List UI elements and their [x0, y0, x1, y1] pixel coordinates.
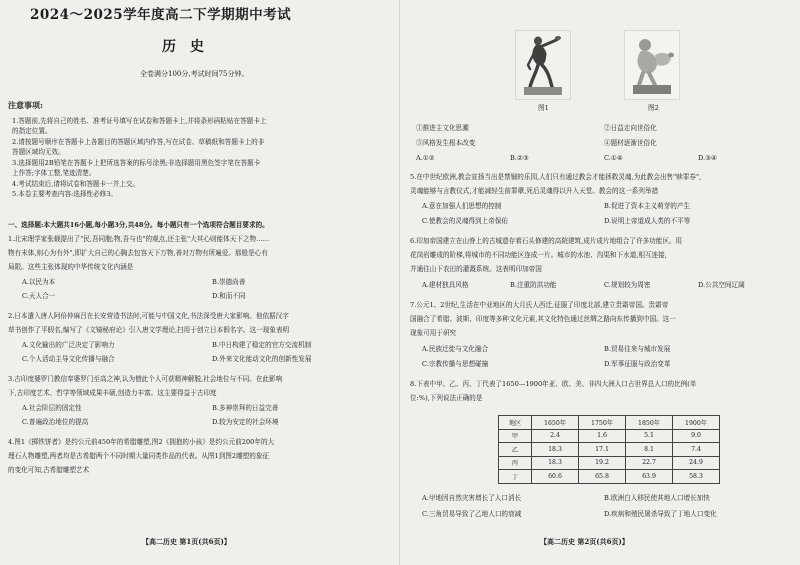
question-2-option[interactable]: D.外来文化能动文化的创新性发展	[212, 355, 312, 363]
question-7-line: 国融合了希腊、波斯、印度等多种文化元素,其文化特色通过丝绸之路向东传播到中国。这一	[410, 315, 676, 323]
question-7-option[interactable]: C.宗教传播与思想碰撞	[422, 360, 489, 368]
subject-title: 历史	[162, 39, 218, 55]
table-cell: 18.3	[532, 443, 579, 457]
notice-line: 5.本卷主要考查内容:选择性必修3。	[12, 190, 118, 198]
table-cell: 8.1	[626, 443, 673, 457]
question-7-option[interactable]: B.贸易往来与城市发展	[604, 345, 671, 353]
page-2	[402, 0, 800, 565]
exam-meta: 全卷满分100分,考试时间75分钟。	[140, 70, 249, 78]
question-4-statement: ②日益走向世俗化	[604, 124, 657, 132]
notice-line: 的指定位置。	[12, 127, 52, 135]
question-5-option[interactable]: B.促进了资本主义萌芽的产生	[604, 202, 691, 210]
table-cell: 甲	[499, 429, 532, 443]
table-header-cell: 1850年	[626, 416, 673, 430]
question-3-line: 下,古印度艺术、哲学等领域成果丰硕,创造力丰富。这主要得益于古印度	[8, 389, 217, 397]
question-4-option[interactable]: D.③④	[698, 154, 717, 162]
question-4-line: 4.图1《掷铁饼者》是约公元前450年的希腊雕塑,图2《拥抱的小孩》是约公元前200年的大	[8, 438, 275, 446]
figure-2-label: 图2	[648, 104, 659, 112]
question-6-line: 花岗岩雕成的阶梯,将城市的不同功能区连成一片。城市的水池、沟渠和下水道,相互连接,	[410, 251, 667, 259]
table-cell: 22.7	[626, 456, 673, 470]
table-cell: 9.0	[673, 429, 720, 443]
question-7-option[interactable]: D.军事征服与政治变革	[604, 360, 671, 368]
question-6-line: 6.印加帝国建立在山脊上的古城遗存着石头修建的高院建筑,成片成片地组合了许多功能区。用	[410, 237, 683, 245]
question-4-line: 理石人物雕塑,两者均是古希腊两个不同时期大量同类作品的代表。从图1到图2雕塑的象征	[8, 452, 270, 460]
page-2-footer: 【高二历史 第2页(共6页)】	[540, 537, 629, 546]
question-8-option[interactable]: B.欧洲白人移民使其地人口增长加快	[604, 494, 710, 502]
table-cell: 60.6	[532, 470, 579, 484]
question-8-option[interactable]: C.三角贸易导致了乙地人口的衰减	[422, 510, 522, 518]
question-8-option[interactable]: A.甲地因自然灾害增长了人口消长	[422, 494, 522, 502]
table-cell: 5.1	[626, 429, 673, 443]
notice-line: 4.考试结束后,请将试卷和答题卡一并上交。	[12, 180, 140, 188]
table-cell: 65.8	[579, 470, 626, 484]
question-2-line: 草书创作了平假名,编写了《文镜秘府论》引入唐文学理论,扫用于创立日本假名字。这一现象表明	[8, 326, 290, 334]
question-6-option[interactable]: B.注重防洪功能	[510, 281, 557, 289]
question-3-option[interactable]: A.社会阶层的固定性	[22, 404, 82, 412]
notice-line: 3.选择题用2B铅笔在答题卡上把所选答案的标号涂黑;非选择题用黑色签字笔在答题卡	[12, 159, 261, 167]
page-1-footer: 【高二历史 第1页(共6页)】	[142, 537, 231, 546]
question-6-option[interactable]: D.公共空间辽阔	[698, 281, 745, 289]
question-5-line: 5.在中世纪欧洲,教会宣扬当出是禁锢的乐园,人们只有通过教会才能拯救灵魂,为此教会出售"赎罪券",	[410, 173, 702, 181]
table-cell: 2.4	[532, 429, 579, 443]
question-3-option[interactable]: B.多神崇拜的日益完善	[212, 404, 279, 412]
question-2-option[interactable]: B.中日构建了稳定的官方交流机制	[212, 341, 312, 349]
question-4-option[interactable]: A.①②	[416, 154, 435, 162]
question-1-option[interactable]: B.崇德尚善	[212, 278, 246, 286]
question-2-option[interactable]: A.文化输出的广泛决定了影响力	[22, 341, 115, 349]
question-4-statement: ④题材逐渐世俗化	[604, 139, 657, 147]
question-8-option[interactable]: D.疾病和殖民屠杀导致了丁地人口变化	[604, 510, 717, 518]
page-divider	[399, 0, 400, 565]
section-heading: 一、选择题:本大题共16小题,每小题3分,共48分。每小题只有一个选项符合题目要求的。	[8, 221, 269, 229]
question-3-option[interactable]: C.普遍政治地位的提高	[22, 418, 89, 426]
table-cell: 1.6	[579, 429, 626, 443]
table-cell: 58.3	[673, 470, 720, 484]
question-1-line: 物有未体,则心为有外",即扩大自己的心胸去包容天下万物,善对万物有所遍爱。那般是心有	[8, 249, 268, 257]
question-7-line: 现象可用于研究	[410, 329, 457, 337]
question-8-line: 位:%),下列说法正确的是	[410, 394, 483, 402]
page-1	[0, 0, 398, 565]
table-row	[499, 429, 720, 443]
table-row	[499, 456, 720, 470]
question-6-option[interactable]: C.规划较为周密	[604, 281, 651, 289]
table-cell: 19.2	[579, 456, 626, 470]
table-header-row	[499, 416, 720, 430]
notice-line: 上作答;字体工整,笔迹清楚。	[12, 169, 96, 177]
table-cell: 丙	[499, 456, 532, 470]
table-cell: 24.9	[673, 456, 720, 470]
question-4-statement: ①推进主文化思潮	[416, 124, 469, 132]
question-3-option[interactable]: D.较为安定的社会环境	[212, 418, 279, 426]
question-2-option[interactable]: C.个人活动主导文化传播与融合	[22, 355, 115, 363]
table-header-cell: 1900年	[673, 416, 720, 430]
question-6-option[interactable]: A.建材独具风格	[422, 281, 469, 289]
table-row	[499, 443, 720, 457]
population-table	[498, 415, 720, 484]
question-1-option[interactable]: C.天人合一	[22, 292, 56, 300]
question-4-statement: ③风格发生根本改变	[416, 139, 476, 147]
exam-title: 2024～2025学年度高二下学期期中考试	[30, 7, 292, 23]
question-1-option[interactable]: A.以民为本	[22, 278, 56, 286]
question-3-line: 3.古印度婆罗门教信奉婆罗门至高之神,认为僧此个人可获精神解脱,社会地位与不同。在此影响	[8, 375, 283, 383]
question-5-line: 灵魂能够与言教仪式,才能减轻生前罪孽,死后灵魂得以升入天堂。教会的这一系列举措	[410, 187, 659, 195]
question-4-option[interactable]: C.①④	[604, 154, 623, 162]
question-2-line: 2.日本遣入唐人阿倍仲麻吕在长安营造书法时,可能与中国文化,书法深受唐大家影响。他依据汉字	[8, 312, 289, 320]
table-cell: 乙	[499, 443, 532, 457]
table-cell: 18.3	[532, 456, 579, 470]
figure-1-label: 图1	[538, 104, 549, 112]
question-6-line: 并通往山下农田的灌溉系统。这表明印加帝国	[410, 265, 542, 273]
question-5-option[interactable]: D.说明上帝道成人类的不平等	[604, 217, 691, 225]
notice-heading: 注意事项:	[8, 100, 43, 110]
notice-line: 答题区域均无效。	[12, 148, 65, 156]
notice-line: 2.请按题号顺序在答题卡上各题目的答题区域内作答,写在试卷、草稿纸和答题卡上的非	[12, 138, 265, 146]
table-cell: 丁	[499, 470, 532, 484]
question-7-option[interactable]: A.民族迁徙与文化融合	[422, 345, 489, 353]
table-header-cell: 1650年	[532, 416, 579, 430]
question-1-line: 1.北宋理学家张载提出了"民,吾同胞;物,吾与也"的观点,还主张"大其心则能体天下之物……	[8, 235, 270, 243]
question-4-option[interactable]: B.②③	[510, 154, 529, 162]
table-cell: 7.4	[673, 443, 720, 457]
figure-1-discus-thrower-image	[515, 30, 571, 100]
table-cell: 17.1	[579, 443, 626, 457]
question-1-option[interactable]: D.和而不同	[212, 292, 246, 300]
figure-2-boy-sculpture-image	[624, 30, 680, 100]
table-cell: 63.9	[626, 470, 673, 484]
table-header-cell: 地区	[499, 416, 532, 430]
notice-line: 1.答题前,先将自己的姓名、准考证号填写在试卷和答题卡上,并将条形码粘贴在答题卡上	[12, 117, 267, 125]
table-header-cell: 1750年	[579, 416, 626, 430]
question-8-line: 8.下表中甲、乙、丙、丁代表了1650—1900年亚、欧、美、非四大洲人口占世界总人口的比例(单	[410, 380, 697, 388]
question-5-option[interactable]: C.使教会的灵魂得到上帝保佑	[422, 217, 509, 225]
question-1-line: 局限。这些主张体现的中华传统文化内涵是	[8, 263, 134, 271]
table-row	[499, 470, 720, 484]
question-4-line: 的变化可知,古希腊雕塑艺术	[8, 466, 90, 474]
question-5-option[interactable]: A.意在加强人们思想的控制	[422, 202, 502, 210]
question-7-line: 7.公元1、2世纪,生活在中亚地区的大月氏人西迁,征服了印度北部,建立贵霜帝国。贵霜帝	[410, 301, 669, 309]
